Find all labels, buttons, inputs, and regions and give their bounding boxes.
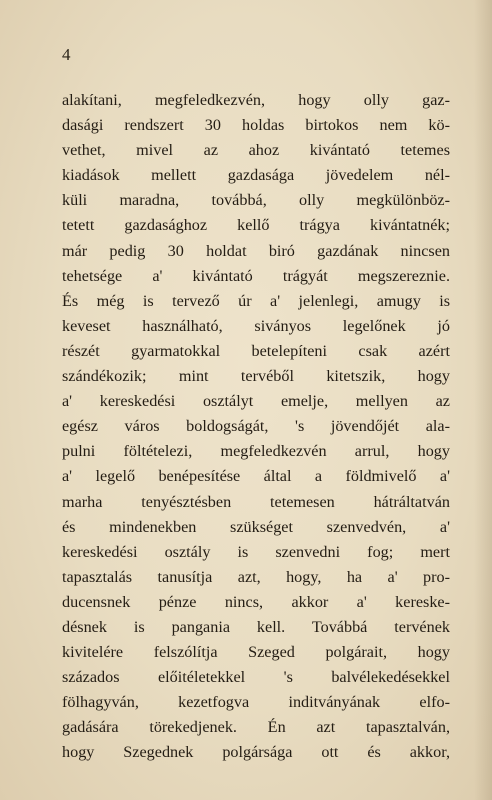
text-line: ducensnek pénze nincs, akkor a' kereske-	[62, 592, 450, 611]
text-line: vethet, mivel az ahoz kivántató tetemes	[62, 141, 450, 160]
text-line: a' legelő benépesítése által a földmivelő a'	[62, 467, 450, 486]
text-line: gadására törekedjenek. Én azt tapasztalván,	[62, 718, 450, 737]
text-line: százados előitéletekkel 's balvélekedésekkel	[62, 668, 450, 687]
page-number: 4	[62, 45, 71, 64]
text-line: tapasztalás tanusítja azt, hogy, ha a' pro-	[62, 567, 450, 586]
text-line: pulni föltételezi, megfeledkezvén arrul, hogy	[62, 442, 450, 461]
text-line: a' kereskedési osztályt emelje, mellyen az	[62, 392, 450, 411]
text-line: részét gyarmatokkal betelepíteni csak azért	[62, 341, 450, 360]
text-line: keveset használható, siványos legelőnek jó	[62, 316, 450, 335]
text-line: tehetsége a' kivántató trágyát megszereznie.	[62, 266, 450, 285]
text-line: kivitelére felszólítja Szeged polgárait, hogy	[62, 643, 450, 662]
text-line: egész város boldogságát, 's jövendőjét ala-	[62, 417, 450, 436]
text-line: fölhagyván, kezetfogva inditványának elfo-	[62, 693, 450, 712]
text-line: kiadások mellett gazdasága jövedelem nél-	[62, 166, 450, 185]
text-line: hogy Szegednek polgársága ott és akkor,	[62, 743, 450, 762]
text-line: És még is tervező úr a' jelenlegi, amugy is	[62, 291, 450, 310]
text-line: és mindenekben szükséget szenvedvén, a'	[62, 517, 450, 536]
text-line: tetett gazdasághoz kellő trágya kivántatnék;	[62, 216, 450, 235]
text-line: küli maradna, továbbá, olly megkülönböz-	[62, 191, 450, 210]
text-line: dasági rendszert 30 holdas birtokos nem kö-	[62, 116, 450, 135]
text-line: alakítani, megfeledkezvén, hogy olly gaz-	[62, 91, 450, 109]
page-edge-shadow	[474, 0, 492, 800]
text-line: marha tenyésztésben tetemesen hátráltatván	[62, 492, 450, 511]
text-line: szándékozik; mint tervéből kitetszik, hogy	[62, 367, 450, 386]
text-line: kereskedési osztály is szenvedni fog; mert	[62, 542, 450, 561]
text-line: désnek is pangania kell. Továbbá tervének	[62, 617, 450, 636]
body-text	[62, 88, 450, 766]
text-line: már pedig 30 holdat biró gazdának nincsen	[62, 241, 450, 260]
